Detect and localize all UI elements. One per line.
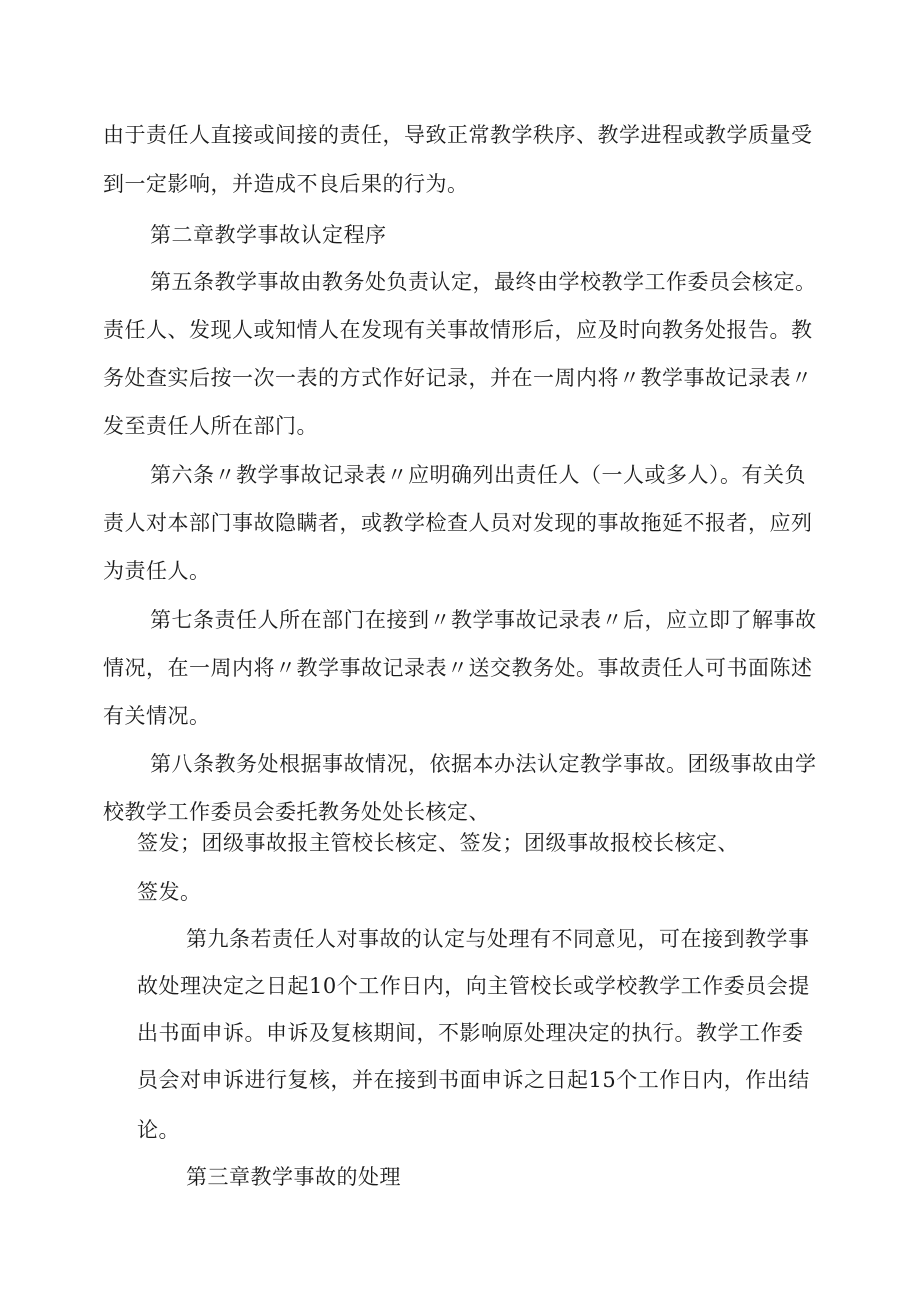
text-line: 故处理决定之日起10个工作日内，向主管校长或学校教学工作委员会提 bbox=[137, 974, 810, 998]
text-line: 情况，在一周内将〃教学事故记录表〃送交教务处。事故责任人可书面陈述 bbox=[103, 656, 813, 680]
text-line: 有关情况。 bbox=[103, 704, 211, 728]
text-line: 论。 bbox=[137, 1118, 180, 1142]
text-line: 责人对本部门事故隐瞒者，或教学检查人员对发现的事故拖延不报者，应列 bbox=[103, 511, 813, 535]
text-line: 第五条教学事故由教务处负责认定，最终由学校教学工作委员会核定。 bbox=[150, 270, 817, 294]
text-line: 校教学工作委员会委托教务处处长核定、 bbox=[103, 800, 490, 824]
text-line: 为责任人。 bbox=[103, 559, 211, 583]
chapter-heading: 第三章教学事故的处理 bbox=[186, 1165, 401, 1189]
text-line: 第九条若责任人对事故的认定与处理有不同意见，可在接到教学事 bbox=[186, 927, 810, 951]
text-line: 务处查实后按一次一表的方式作好记录，并在一周内将〃教学事故记录表〃 bbox=[103, 366, 813, 390]
text-line: 员会对申诉进行复核，并在接到书面申诉之日起15个工作日内，作出结 bbox=[137, 1068, 810, 1092]
text-line: 发至责任人所在部门。 bbox=[103, 414, 318, 438]
text-line: 第七条责任人所在部门在接到〃教学事故记录表〃后，应立即了解事故 bbox=[150, 608, 817, 632]
text-line: 责任人、发现人或知情人在发现有关事故情形后，应及时向教务处报告。教 bbox=[103, 318, 813, 342]
text-line: 出书面申诉。申诉及复核期间，不影响原处理决定的执行。教学工作委 bbox=[137, 1021, 804, 1045]
text-line: 签发；团级事故报主管校长核定、签发；团级事故报校长核定、 bbox=[137, 831, 739, 855]
chapter-heading: 第二章教学事故认定程序 bbox=[150, 223, 387, 247]
text-line: 第六条〃教学事故记录表〃应明确列出责任人（一人或多人）。有关负 bbox=[150, 463, 806, 487]
text-line: 由于责任人直接或间接的责任，导致正常教学秩序、教学进程或教学质量受 bbox=[103, 123, 813, 147]
text-line: 签发。 bbox=[137, 880, 202, 904]
text-line: 到一定影响，并造成不良后果的行为。 bbox=[103, 172, 469, 196]
text-line: 第八条教务处根据事故情况，依据本办法认定教学事故。团级事故由学 bbox=[150, 752, 817, 776]
